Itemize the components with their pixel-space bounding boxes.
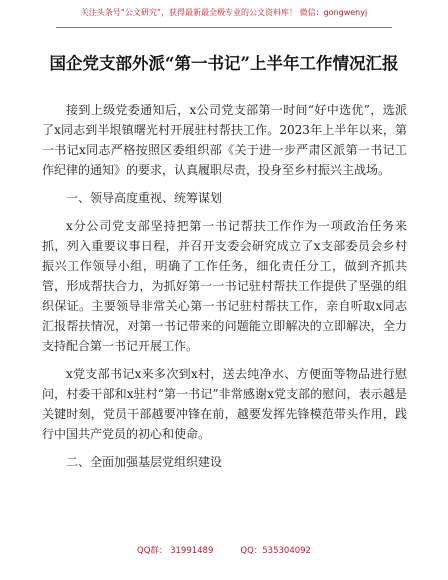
document-title: 国企党支部外派“第一书记”上半年工作情况汇报 [49, 54, 399, 73]
intro-paragraph: 接到上级党委通知后，x公司党支部第一时间“好中选优”，选派了x同志到半垠镇曙光村开展驻村帮扶工作。2023年上半年以来，第一书记x同志严格按照区委组织部《关于进一步严肃区派第一书记工作纪律的通知》的要求，认真履职尽责，投身至乡村振兴主战场。 [42, 103, 407, 177]
section-1-heading: 一、领导高度重视、统筹谋划 [66, 191, 223, 205]
document-body [42, 100, 407, 472]
footer-contact-text: QQ群： 31991489 QQ：535304092 [137, 546, 311, 556]
header-promo-text: 关注头条号“公文研究”，获得最新最全极专业的公文资料库！ 微信：gongwenyj [80, 8, 368, 17]
section-1-paragraph-1: x分公司党支部坚持把第一书记帮扶工作作为一项政治任务来抓，列入重要议事日程，并召开支委会研究成立了x支部委员会乡村振兴工作领导小组，明确了工作任务，细化责任分工，做到齐抓共管，形成帮扶合力，为抓好第一一书记驻村帮扶工作提供了坚强的组织保证。主要领导非常关心第一书记驻村帮扶工作，亲自听取x同志汇报帮扶情况，对第一书记带来的问题能立即解决的立即解决，全力支持配合第一书记开展工作。 [42, 219, 407, 353]
section-1-paragraph-2: x党支部书记x来多次到x村，送去纯净水、方便面等物品进行慰问，村委干部和x驻村“第一书记”非常感谢x党支部的慰问，表示越是关键时刻，党员干部越要冲锋在前，越要发挥先锋模范带头作用，践行中国共产党员的初心和使命。 [42, 367, 407, 441]
section-2-heading: 二、全面加强基层党组织建设 [66, 455, 223, 469]
header-divider [56, 27, 392, 28]
